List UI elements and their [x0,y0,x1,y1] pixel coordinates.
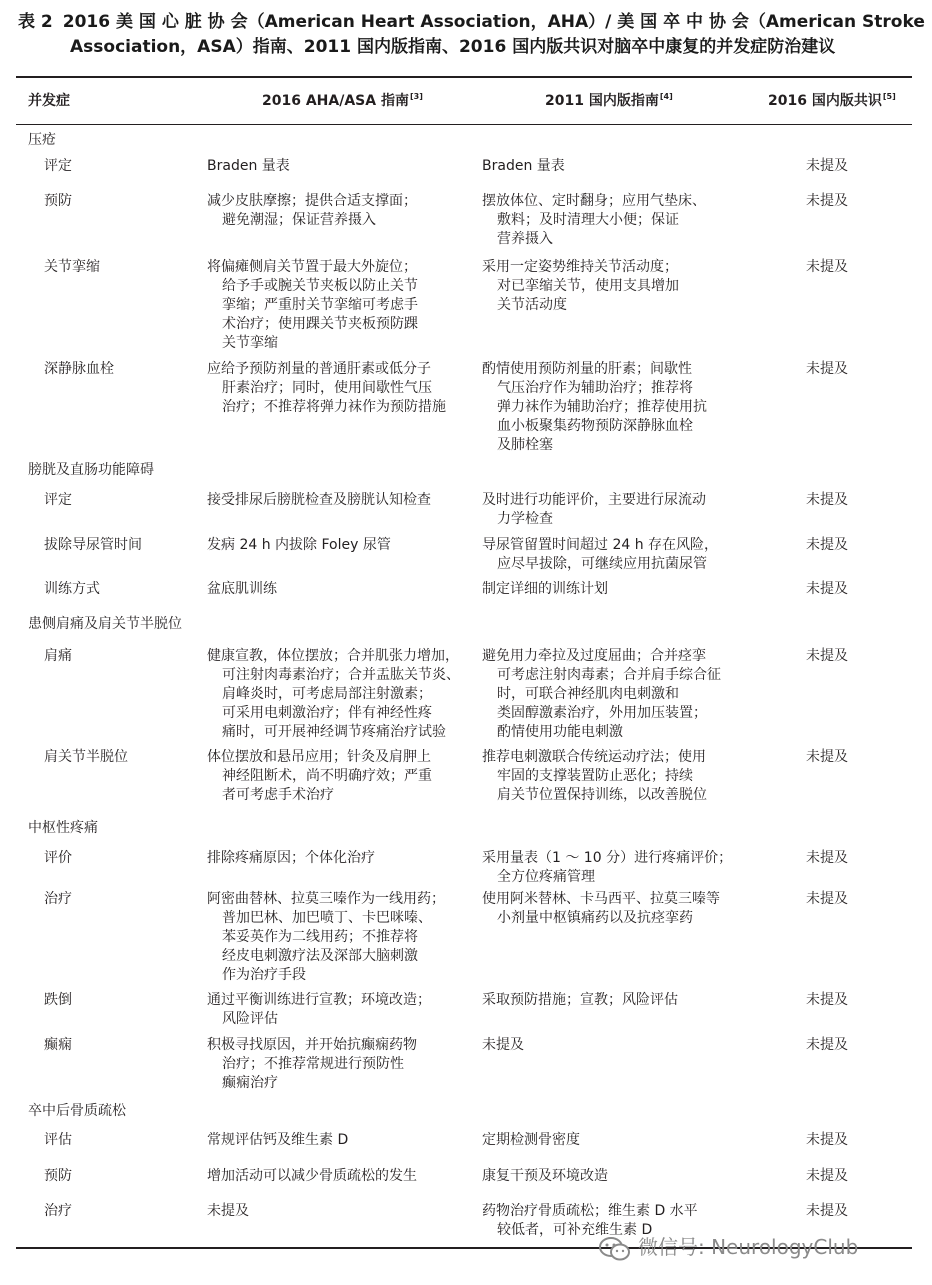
guideline-2011-cell [482,157,565,176]
cell-line: 体位摆放和悬吊应用；针灸及肩胛上 [207,749,431,765]
watermark [598,1231,858,1263]
aha-asa-cell [207,360,446,417]
cell-line: 神经阻断术，尚不明确疗效；严重 [222,768,432,784]
cell-line: 应给予预防剂量的普通肝素或低分子 [207,361,431,377]
cell-line: 类固醇激素治疗，外用加压装置； [497,705,707,721]
consensus-2016-cell: 未提及 [806,1037,848,1053]
cell-line: 采用量表（1 ～ 10 分）进行疼痛评价； [482,850,733,866]
cell-line: 痛时，可开展神经调节疼痛治疗试验 [222,724,446,740]
cell-line: 挛缩；严重肘关节挛缩可考虑手 [222,297,418,313]
consensus-2016-cell: 未提及 [806,891,848,907]
cell-line: 肩关节位置保持训练，以改善脱位 [497,787,707,803]
consensus-2016-cell: 未提及 [806,648,848,664]
cell-line: 牢固的支撑装置防止恶化；持续 [497,768,693,784]
header-aha-asa: 2016 AHA/ASA 指南[3] [262,92,423,109]
complication-label: 治疗 [44,891,72,907]
complication-label: 深静脉血栓 [44,361,114,377]
cell-line: 避免潮湿；保证营养摄入 [222,212,376,228]
consensus-2016-cell: 未提及 [806,992,848,1008]
cell-line: 排除疼痛原因；个体化治疗 [207,850,375,866]
cell-line: 酌情使用功能电刺激 [497,724,623,740]
cell-line: Braden 量表 [482,158,565,174]
watermark-text: 微信号: NeurologyClub [638,1235,859,1259]
consensus-2016-cell: 未提及 [806,581,848,597]
cell-line: Braden 量表 [207,158,290,174]
cell-line: 采取预防措施；宣教；风险评估 [482,992,678,1008]
consensus-2016-cell: 未提及 [806,1203,848,1219]
cell-line: 使用阿米替林、卡马西平、拉莫三嗪等 [482,891,720,907]
guideline-2011-cell [482,580,608,599]
guideline-2011-cell [482,991,678,1010]
cell-line: 作为治疗手段 [222,967,306,983]
aha-asa-cell [207,491,431,510]
cell-line: 治疗；不推荐将弹力袜作为预防措施 [222,399,446,415]
cell-line: 癫痫治疗 [222,1075,278,1091]
cell-line: 关节挛缩 [222,335,278,351]
cell-line: 未提及 [207,1203,249,1219]
aha-asa-cell [207,991,431,1029]
cell-line: 关节活动度 [497,297,567,313]
complication-label: 治疗 [44,1203,72,1219]
aha-asa-cell [207,536,391,555]
cell-line: 及肺栓塞 [497,437,553,453]
cell-line: 小剂量中枢镇痛药以及抗痉挛药 [497,910,693,926]
complication-label: 拔除导尿管时间 [44,537,142,553]
guideline-2011-cell [482,1036,524,1055]
cell-line: 可考虑注射肉毒素；合并肩手综合征 [497,667,721,683]
consensus-2016-cell: 未提及 [806,1168,848,1184]
section-label: 膀胱及直肠功能障碍 [28,462,154,478]
complication-label: 肩关节半脱位 [44,749,128,765]
complication-label: 预防 [44,1168,72,1184]
cell-line: 气压治疗作为辅助治疗；推荐将 [497,380,693,396]
aha-asa-cell [207,157,290,176]
cell-line: 血小板聚集药物预防深静脉血栓 [497,418,693,434]
cell-line: 药物治疗骨质疏松；维生素 D 水平 [482,1203,698,1219]
complication-label: 关节挛缩 [44,259,100,275]
complication-label: 训练方式 [44,581,100,597]
cell-line: 增加活动可以减少骨质疏松的发生 [207,1168,417,1184]
section-label: 卒中后骨质疏松 [28,1103,126,1119]
cell-line: 积极寻找原因，并开始抗癫痫药物 [207,1037,417,1053]
cell-line: 可注射肉毒素治疗；合并盂肱关节炎、 [222,667,460,683]
cell-line: 及时进行功能评价，主要进行尿流动 [482,492,706,508]
cell-line: 力学检查 [497,511,553,527]
aha-asa-cell [207,580,277,599]
complication-label: 预防 [44,193,72,209]
consensus-2016-cell: 未提及 [806,1132,848,1148]
consensus-2016-cell: 未提及 [806,259,848,275]
complication-label: 评定 [44,158,72,174]
cell-line: 肩峰炎时，可考虑局部注射激素； [222,686,432,702]
aha-asa-cell [207,1131,348,1150]
header-2011-guideline: 2011 国内版指南[4] [545,92,673,109]
cell-line: 较低者，可补充维生素 D [497,1222,653,1238]
cell-line: 普加巴林、加巴喷丁、卡巴咪嗪、 [222,910,432,926]
guideline-2011-cell [482,1167,608,1186]
aha-asa-cell [207,258,418,353]
header-complication: 并发症 [28,93,70,109]
complication-label: 评估 [44,1132,72,1148]
cell-line: 弹力袜作为辅助治疗；推荐使用抗 [497,399,707,415]
cell-line: 对已挛缩关节，使用支具增加 [497,278,679,294]
cell-line: 将偏瘫侧肩关节置于最大外旋位； [207,259,417,275]
complication-label: 评价 [44,850,72,866]
cell-line: 全方位疼痛管理 [497,869,595,885]
consensus-2016-cell: 未提及 [806,749,848,765]
guideline-2011-cell [482,748,707,805]
header-ref: [4] [659,92,673,102]
aha-asa-cell [207,890,445,985]
cell-line: 肝素治疗；同时，使用间歇性气压 [222,380,432,396]
cell-line: 营养摄入 [497,231,553,247]
consensus-2016-cell: 未提及 [806,537,848,553]
complication-label: 肩痛 [44,648,72,664]
cell-line: 避免用力牵拉及过度屈曲；合并痉挛 [482,648,706,664]
aha-asa-cell [207,1202,249,1221]
cell-line: 苯妥英作为二线用药；不推荐将 [222,929,418,945]
header-rule [16,124,912,125]
cell-line: 接受排尿后膀胱检查及膀胱认知检查 [207,492,431,508]
complication-label: 癫痫 [44,1037,72,1053]
guideline-2011-cell [482,890,720,928]
cell-line: 定期检测骨密度 [482,1132,580,1148]
consensus-2016-cell: 未提及 [806,492,848,508]
guideline-2011-cell [482,360,707,455]
aha-asa-cell [207,1036,417,1093]
cell-line: 发病 24 h 内拔除 Foley 尿管 [207,537,391,553]
cell-line: 采用一定姿势维持关节活动度； [482,259,678,275]
header-2016-consensus: 2016 国内版共识[5] [768,92,896,109]
complication-label: 评定 [44,492,72,508]
consensus-2016-cell: 未提及 [806,361,848,377]
consensus-2016-cell: 未提及 [806,850,848,866]
cell-line: 制定详细的训练计划 [482,581,608,597]
cell-line: 者可考虑手术治疗 [222,787,334,803]
guideline-2011-cell [482,849,732,887]
header-ref: [5] [882,92,896,102]
table-title [18,10,925,60]
cell-line: 时，可联合神经肌肉电刺激和 [497,686,679,702]
cell-line: 摆放体位、定时翻身；应用气垫床、 [482,193,706,209]
guideline-2011-cell [482,647,721,742]
title-line-2: Association，ASA）指南、2011 国内版指南、2016 国内版共识对脑卒中康复的并发症防治建议 [70,37,836,57]
aha-asa-cell [207,192,417,230]
cell-line: 推荐电刺激联合传统运动疗法；使用 [482,749,706,765]
cell-line: 常规评估钙及维生素 D [207,1132,349,1148]
cell-line: 酌情使用预防剂量的肝素；间歇性 [482,361,692,377]
cell-line: 健康宣教，体位摆放；合并肌张力增加， [207,648,459,664]
table-number: 表 2 [18,12,53,32]
cell-line: 风险评估 [222,1011,278,1027]
cell-line: 盆底肌训练 [207,581,277,597]
section-label: 中枢性疼痛 [28,820,98,836]
cell-line: 通过平衡训练进行宣教；环境改造； [207,992,431,1008]
cell-line: 减少皮肤摩擦；提供合适支撑面； [207,193,417,209]
guideline-2011-cell [482,536,718,574]
cell-line: 治疗；不推荐常规进行预防性 [222,1056,404,1072]
cell-line: 导尿管留置时间超过 24 h 存在风险， [482,537,719,553]
guideline-2011-cell [482,192,706,249]
header-ref: [3] [409,92,423,102]
top-rule [16,76,912,78]
consensus-2016-cell: 未提及 [806,193,848,209]
section-label: 压疮 [28,132,56,148]
aha-asa-cell [207,849,375,868]
aha-asa-cell [207,647,460,742]
section-label: 患侧肩痛及肩关节半脱位 [28,616,182,632]
aha-asa-cell [207,1167,417,1186]
cell-line: 阿密曲替林、拉莫三嗪作为一线用药； [207,891,445,907]
cell-line: 经皮电刺激疗法及深部大脑刺激 [222,948,418,964]
guideline-2011-cell [482,491,706,529]
wechat-icon [598,1235,632,1263]
cell-line: 敷料；及时清理大小便；保证 [497,212,679,228]
guideline-2011-cell [482,258,679,315]
cell-line: 未提及 [482,1037,524,1053]
cell-line: 康复干预及环境改造 [482,1168,608,1184]
consensus-2016-cell: 未提及 [806,158,848,174]
title-line-1: 2016 美 国 心 脏 协 会（American Heart Association，AHA）/ 美 国 卒 中 协 会（American Stroke [62,12,925,32]
guideline-2011-cell [482,1131,580,1150]
complication-label: 跌倒 [44,992,72,1008]
cell-line: 术治疗；使用踝关节夹板预防踝 [222,316,418,332]
aha-asa-cell [207,748,432,805]
cell-line: 应尽早拔除，可继续应用抗菌尿管 [497,556,707,572]
cell-line: 可采用电刺激治疗；伴有神经性疼 [222,705,432,721]
cell-line: 给予手或腕关节夹板以防止关节 [222,278,418,294]
